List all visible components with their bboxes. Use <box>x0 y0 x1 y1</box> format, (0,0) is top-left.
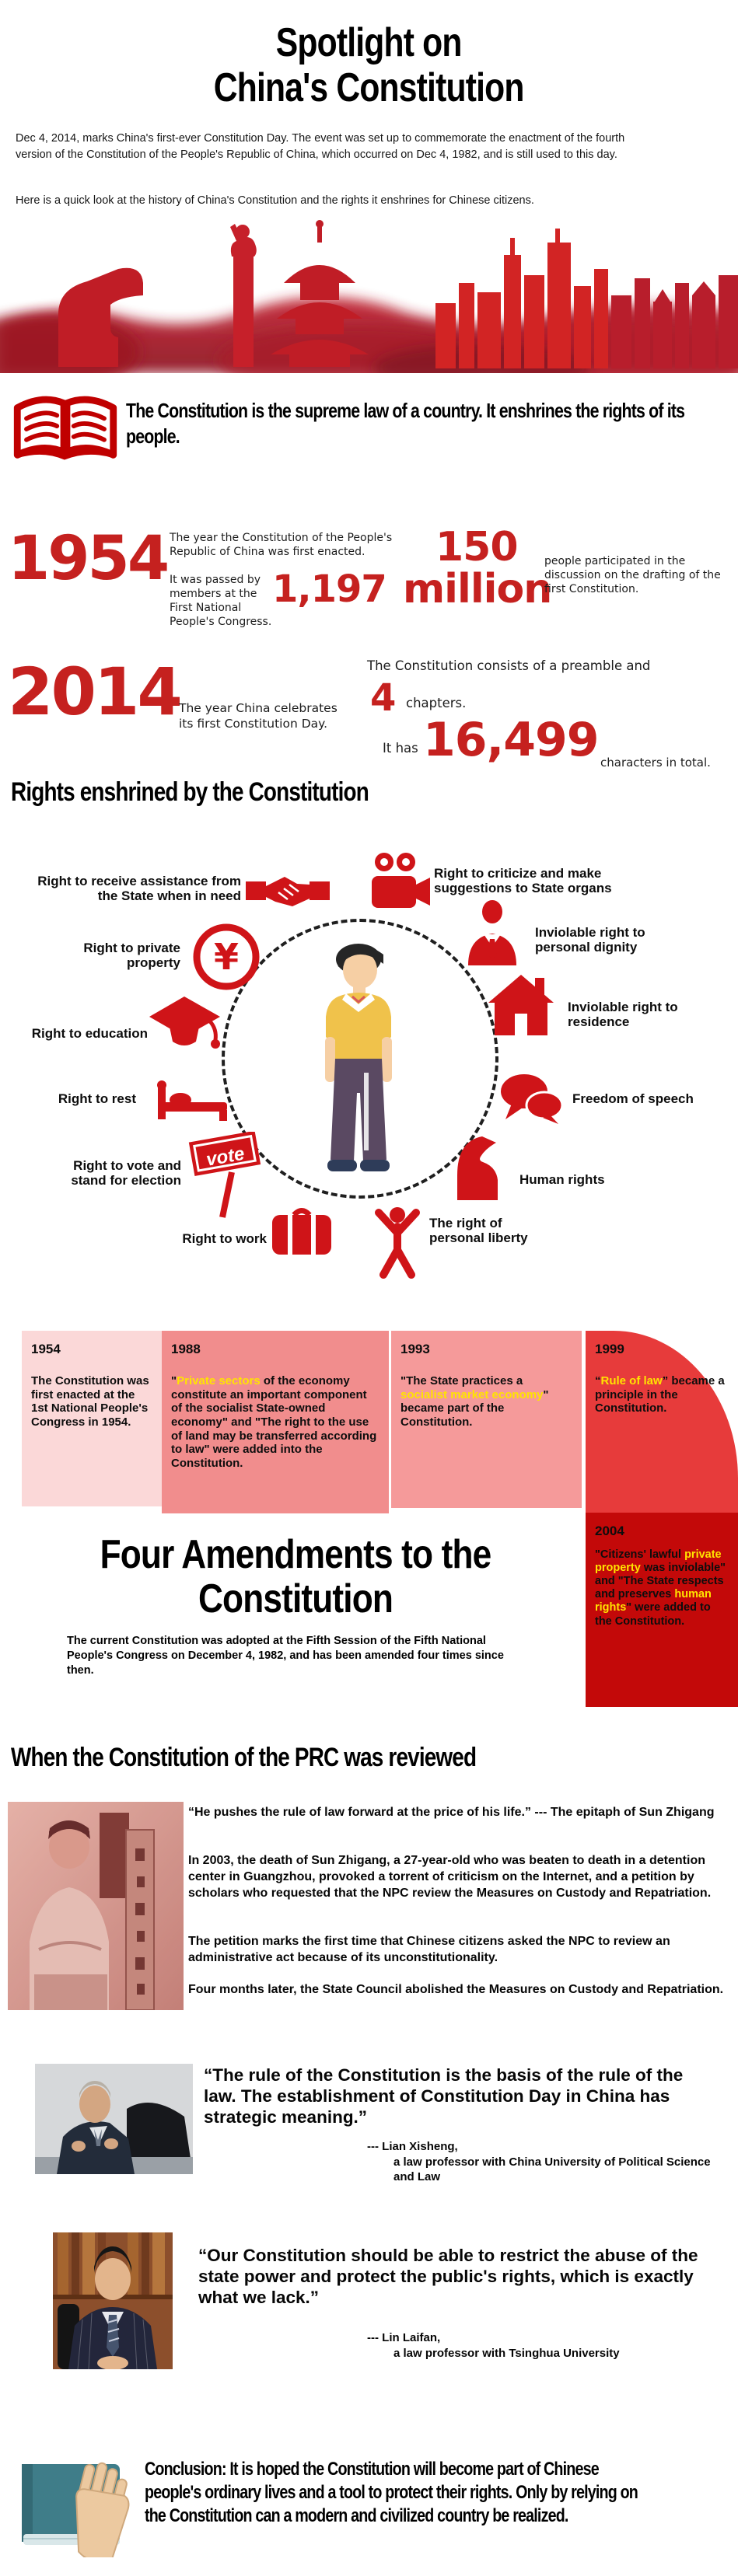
lin-laifan-photo <box>53 2232 173 2369</box>
amendments-paragraph: The current Constitution was adopted at the Fifth Session of the Fifth National People's Congress on December 4, 1982, and has been amended four times since then. <box>67 1635 504 1677</box>
stat-1954-passed-text: It was passed by members at the First National People's Congress. <box>170 574 272 628</box>
lian-name: Lian Xisheng, <box>382 2140 458 2153</box>
supreme-law-statement: The Constitution is the supreme law of a country. It enshrines the rights of its people. <box>126 399 685 448</box>
title-line1: Spotlight on <box>276 20 462 65</box>
open-book-icon <box>8 393 123 469</box>
stat-ithas-word: It has <box>383 741 418 756</box>
vote-sign-text: vote <box>205 1143 247 1171</box>
stat-chapters-word: chapters. <box>406 696 467 710</box>
stat-150-number: 150 <box>435 524 518 571</box>
sun-zhigang-photo <box>8 1802 184 2010</box>
attribution-dash: --- <box>367 2331 379 2344</box>
timeline-2004-text: "Citizens' lawful private property was inviolable" and "The State respects and preserves human rights" were added to the Constitution. <box>595 1548 726 1628</box>
timeline-1988-year: 1988 <box>171 1342 201 1356</box>
yuan-symbol: ¥ <box>213 936 240 978</box>
right-label-private-property: Right to private property <box>83 941 180 971</box>
timeline-1954 <box>22 1331 162 1506</box>
right-label-education: Right to education <box>31 1026 148 1041</box>
lin-title: a law professor with Tsinghua University <box>393 2346 620 2360</box>
china-skyline-illustration <box>0 208 738 373</box>
timeline-1954-year: 1954 <box>31 1342 61 1356</box>
timeline-1988-text: "Private sectors of the economy constitute an important component of the socialist State-owned economy" and "The right to the use of land may be transferred according to law" were added into the Constitution. <box>171 1374 377 1471</box>
person-liberty-icon <box>369 1205 426 1283</box>
lian-attribution <box>367 2139 725 2185</box>
stat-preamble-text: The Constitution consists of a preamble and <box>367 658 651 673</box>
right-label-work: Right to work <box>182 1231 267 1246</box>
yuan-coin-icon <box>193 923 260 994</box>
stat-chapters-number: 4 <box>370 676 397 720</box>
intro-paragraph-2: Here is a quick look at the history of China's Constitution and the rights it enshrines for Chinese citizens. <box>16 194 534 207</box>
intro-paragraph-1: Dec 4, 2014, marks China's first-ever Constitution Day. The event was set up to commemorate the enactment of the fourth version of the Constitution of the People's Republic of China, which occurred on Dec 4, 1982, and is still used to this day. <box>16 132 625 162</box>
speech-bubbles-icon <box>499 1073 565 1128</box>
right-label-rest: Right to rest <box>58 1091 136 1106</box>
bed-icon <box>156 1080 229 1125</box>
vote-sign-icon <box>187 1132 263 1224</box>
lian-quote: “The rule of the Constitution is the basis of the rule of the law. The establishment of Constitution Day in China has strategic meaning.” <box>204 2065 684 2127</box>
house-icon <box>488 975 554 1039</box>
stat-characters-word: characters in total. <box>600 756 711 770</box>
timeline-1954-text: The Constitution was first enacted at the 1st National People's Congress in 1954. <box>31 1374 149 1429</box>
stat-year-1954: 1954 <box>8 524 168 594</box>
right-label-criticize: Right to criticize and make suggestions to State organs <box>434 866 612 896</box>
timeline-1993-year: 1993 <box>400 1342 430 1356</box>
stat-16499-number: 16,499 <box>423 713 599 767</box>
right-label-human-rights: Human rights <box>519 1172 605 1187</box>
review-heading: When the Constitution of the PRC was reviewed <box>11 1743 477 1772</box>
stat-1954-enacted-text: The year the Constitution of the People's Republic of China was first enacted. <box>170 532 393 558</box>
timeline-1993-text: "The State practices a socialist market economy" became part of the Constitution. <box>400 1374 549 1429</box>
citizen-figure <box>315 941 402 1178</box>
sun-epitaph: “He pushes the rule of law forward at the price of his life.” --- The epitaph of Sun Zhigang <box>188 1806 715 1819</box>
stat-1197-number: 1,197 <box>272 567 386 611</box>
hand-on-book-icon <box>16 2456 140 2557</box>
rights-heading: Rights enshrined by the Constitution <box>11 777 369 807</box>
amendments-heading: Four Amendments to the Constitution <box>100 1532 491 1622</box>
timeline-1993 <box>391 1331 582 1508</box>
flexed-arm-icon <box>451 1132 502 1204</box>
handshake-icon <box>244 871 331 916</box>
timeline-1999-year: 1999 <box>595 1342 624 1356</box>
lin-attribution <box>367 2330 725 2361</box>
right-label-residence: Inviolable right to residence <box>568 1000 678 1030</box>
right-label-dignity: Inviolable right to personal dignity <box>535 925 645 955</box>
person-dignity-icon <box>465 900 519 969</box>
title-line2: China's Constitution <box>214 65 524 111</box>
stat-year-2014: 2014 <box>8 654 180 730</box>
timeline-1999 <box>586 1331 738 1513</box>
right-label-personal-liberty: The right of personal liberty <box>429 1216 528 1246</box>
stat-150m-text: people participated in the discussion on the drafting of the first Constitution. <box>544 555 721 595</box>
right-label-speech: Freedom of speech <box>572 1091 694 1106</box>
video-camera-icon <box>372 852 431 915</box>
sun-paragraph-3: The petition marks the first time that Chinese citizens asked the NPC to review an administrative act because of its unconstitutionality. <box>188 1935 670 1964</box>
lian-title: a law professor with China University of Political Science and Law <box>393 2155 711 2183</box>
briefcase-icon <box>272 1205 331 1260</box>
stat-2014-text: The year China celebrates its first Constitution Day. <box>179 701 338 731</box>
attribution-dash: --- <box>367 2140 379 2153</box>
timeline-1988 <box>162 1331 389 1513</box>
lian-xisheng-photo <box>35 2064 193 2174</box>
stat-million-word: million <box>403 566 552 613</box>
right-label-vote: Right to vote and stand for election <box>71 1158 181 1189</box>
timeline-1999-text: “Rule of law” became a principle in the Constitution. <box>595 1374 725 1415</box>
sun-paragraph-2: In 2003, the death of Sun Zhigang, a 27-year-old who was beaten to death in a detention center in Guangzhou, provoked a torrent of criticism on the Internet, and a petition by scholars who requested that the NPC review the Measures on Custody and Repatriation. <box>188 1854 712 1900</box>
timeline-2004 <box>586 1513 738 1707</box>
conclusion-text: Conclusion: It is hoped the Constitution will become part of Chinese people's ordinary lives and a tool to protect their rights. Only by relying on the Constitution can a modern and civilized country be realized. <box>145 2459 638 2526</box>
timeline-2004-year: 2004 <box>595 1524 624 1538</box>
graduation-cap-icon <box>148 995 222 1061</box>
right-label-receive-assistance: Right to receive assistance from the State when in need <box>37 874 241 904</box>
sun-paragraph-4: Four months later, the State Council abolished the Measures on Custody and Repatriation. <box>188 1983 724 1996</box>
lin-name: Lin Laifan, <box>382 2331 441 2344</box>
page-title <box>0 20 738 110</box>
lin-quote: “Our Constitution should be able to restrict the abuse of the state power and protect the public's rights, which is exactly what we lack.” <box>198 2246 698 2307</box>
